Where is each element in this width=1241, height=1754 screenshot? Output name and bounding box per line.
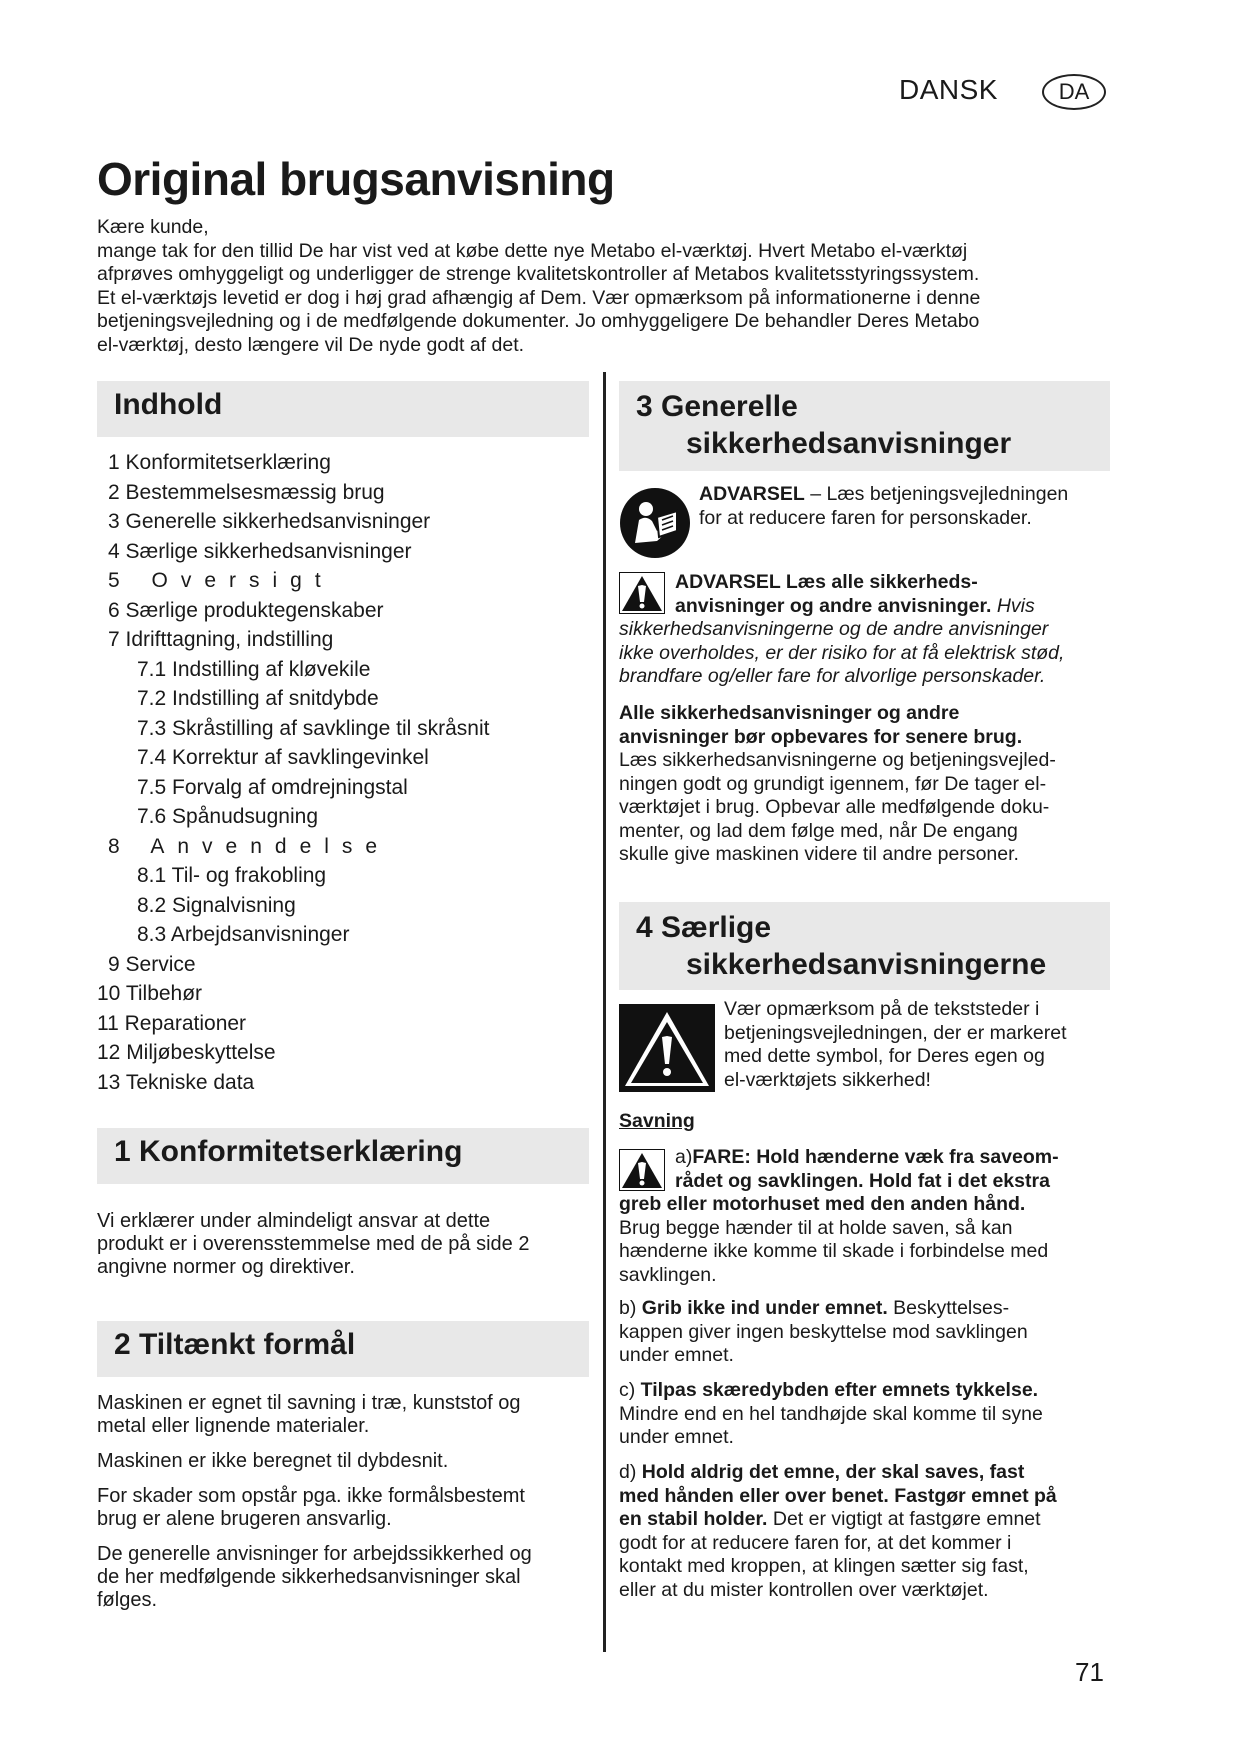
text-line: angivne normer og direktiver. [97,1256,355,1278]
toc-item[interactable]: 8.1 Til- og frakobling [137,864,327,887]
toc-item[interactable]: 13 Tekniske data [97,1070,255,1094]
text-line: skulle give maskinen videre til andre personer. [619,843,1019,865]
text-line: under emnet. [619,1344,734,1366]
item-prefix: a) [675,1146,693,1168]
section3-heading [619,381,1110,471]
toc-item[interactable]: 4 Særlige sikkerhedsanvisninger [108,539,412,563]
text-span: en stabil holder. [619,1508,768,1530]
text-span: Det er vigtigt at fastgøre emnet [767,1508,1041,1530]
text-line: for at reducere faren for personskader. [699,506,1032,529]
warning2-heading [675,571,1115,618]
section4-heading [619,902,1110,990]
text-line: ningen godt og grundigt igennem, før De tager el- [619,772,1047,795]
text-span: anvisninger og andre anvisninger. [675,594,992,617]
text-line: følges. [97,1589,158,1611]
text-line: brug er alene brugeren ansvarlig. [97,1508,392,1530]
text-line: produkt er i overensstemmelse med de på side 2 [97,1233,530,1255]
item-prefix: b) [619,1297,637,1319]
text-line: de her medfølgende sikkerhedsanvisninger skal [97,1566,521,1588]
item-prefix: d) [619,1461,637,1483]
warning-triangle-icon [619,1004,715,1092]
read-manual-icon [619,487,691,559]
text-line: Vær opmærksom på de tekststeder i [724,998,1040,1020]
text-line: betjeningsvejledningen, der er markeret [724,1021,1067,1044]
text-line: sikkerhedsanvisningerne og de andre anvisninger [619,618,1049,640]
item-prefix: c) [619,1379,636,1401]
text-span: Grib ikke ind under emnet. [641,1297,888,1319]
text-line: brandfare og/eller fare for alvorlige personskader. [619,665,1046,687]
page-number: 71 [1075,1657,1104,1687]
language-code-badge: DA [1042,74,1106,110]
toc-item[interactable]: 7.3 Skråstilling af savklinge til skråsnit [137,716,490,740]
toc-item[interactable]: 7.5 Forvalg af omdrejningstal [137,775,408,799]
section4-note [724,998,1119,1092]
toc-item[interactable]: 7.4 Korrektur af savklingevinkel [137,746,429,769]
toc-item[interactable]: 11 Reparationer [97,1011,247,1035]
text-line: anvisninger bør opbevares for senere brug. [619,725,1023,748]
toc-item[interactable]: 7.6 Spånudsugning [137,805,318,828]
text-line: rådet og savklingen. Hold fat i det ekstra [675,1169,1050,1192]
warning-label: ADVARSEL [699,483,805,505]
text-span: FARE: Hold hænderne væk fra saveom- [692,1146,1059,1168]
toc-heading: Indhold [97,381,589,437]
heading-line: sikkerhedsanvisningerne [686,948,1047,981]
section1-heading: 1 Konformitetserklæring [97,1128,589,1184]
text-line: greb eller motorhuset med den anden hånd. [619,1193,1026,1215]
keep-instructions [619,702,1113,867]
text-line: For skader som opstår pga. ikke formålsbestemt [97,1485,525,1507]
toc-item[interactable]: 12 Miljøbeskyttelse [97,1041,276,1064]
page-title: Original brugsanvisning [97,153,615,205]
toc-item[interactable]: 7.1 Indstilling af kløvekile [137,657,371,681]
warning1-text [699,483,1119,530]
text-line: Læs sikkerhedsanvisningerne og betjeningsvejled- [619,749,1056,771]
text-line: godt for at reducere faren for, at det kommer i [619,1531,1012,1554]
warning2-italic-text [619,618,1113,689]
intro-line: Kære kunde, [97,216,209,238]
text-span: Tilpas skæredybden efter emnets tykkelse. [640,1379,1039,1401]
item-d [619,1461,1113,1602]
toc-item[interactable]: 9 Service [108,952,196,976]
intro-line: el-værktøj, desto længere vil De nyde godt af det. [97,333,525,356]
text-line: ADVARSEL Læs alle sikkerheds- [675,571,978,593]
toc-item[interactable]: 2 Bestemmelsesmæssig brug [108,480,385,504]
text-line: under emnet. [619,1426,734,1448]
text-line: Mindre end en hel tandhøjde skal komme til syne [619,1402,1043,1425]
text-line: menter, og lad dem følge med, når De engang [619,819,1018,842]
item-a-heading [675,1146,1120,1193]
heading-line: sikkerhedsanvisninger [686,427,1012,460]
text-line: metal eller lignende materialer. [97,1415,370,1437]
table-of-contents [97,448,577,1097]
text-line: værktøjet i brug. Opbevar alle medfølgende doku- [619,796,1050,818]
toc-item[interactable]: 8.2 Signalvisning [137,893,296,917]
text-line: Alle sikkerhedsanvisninger og andre [619,702,960,724]
text-span: Hold aldrig det emne, der skal saves, fast [641,1461,1025,1483]
text-line: hænderne ikke komme til skade i forbindelse med [619,1240,1049,1262]
item-b [619,1297,1113,1368]
section2-paragraph-1 [97,1392,591,1438]
toc-item[interactable]: 1 Konformitetserklæring [108,451,331,474]
heading-line: 4 Særlige [636,911,772,944]
text-span: – Læs betjeningsvejledningen [804,483,1069,505]
toc-item[interactable]: 8.3 Arbejdsanvisninger [137,923,350,946]
section2-paragraph-4 [97,1543,591,1612]
intro-line: afprøves omhyggeligt og underligger de strenge kvalitetskontroller af Metabos kvalitetsstyringssystem. [97,263,980,285]
toc-item[interactable]: 7 Idrifttagning, indstilling [108,628,334,651]
toc-item[interactable]: 7.2 Indstilling af snitdybde [137,687,379,710]
item-a-text [619,1193,1113,1287]
text-line: savklingen. [619,1263,717,1286]
text-line: De generelle anvisninger for arbejdssikkerhed og [97,1543,532,1565]
toc-item[interactable]: 8 Anvendelse [108,834,391,858]
toc-item[interactable]: 10 Tilbehør [97,982,203,1005]
text-line: kappen giver ingen beskyttelse mod savklingen [619,1320,1028,1343]
subheading-savning: Savning [619,1110,695,1132]
toc-item[interactable]: 5 Oversigt [108,569,334,592]
text-line: Vi erklærer under almindeligt ansvar at dette [97,1210,491,1232]
item-c [619,1379,1113,1450]
section2-heading: 2 Tiltænkt formål [97,1321,589,1377]
text-span: Beskyttelses- [887,1297,1010,1319]
section1-text [97,1210,591,1279]
text-line: el-værktøjets sikkerhed! [724,1068,931,1091]
heading-line: 3 Generelle [636,390,798,423]
toc-item[interactable]: 6 Særlige produktegenskaber [108,598,384,622]
text-line: kontakt med kroppen, at klingen sætter sig fast, [619,1555,1029,1577]
section2-paragraph-2: Maskinen er ikke beregnet til dybdesnit. [97,1450,449,1472]
section2-paragraph-3 [97,1485,591,1531]
text-line: med hånden eller over benet. Fastgør emnet på [619,1484,1057,1507]
text-span: Hvis [991,594,1035,617]
intro-line: betjeningsvejledning og i de medfølgende dokumenter. Jo omhyggeligere De behandler Deres Metabo [97,310,980,332]
intro-paragraph [97,216,1117,357]
text-line: med dette symbol, for Deres egen og [724,1045,1045,1067]
text-line: ikke overholdes, er der risiko for at få elektrisk stød, [619,641,1065,664]
text-line: Brug begge hænder til at holde saven, så kan [619,1216,1013,1239]
intro-line: Et el-værktøjs levetid er dog i høj grad afhængig af Dem. Vær opmærksom på informationerne i denne [97,286,981,309]
toc-item[interactable]: 3 Generelle sikkerhedsanvisninger [108,510,431,533]
warning-triangle-icon [619,572,665,614]
column-divider [603,372,606,1652]
language-label: DANSK [899,74,998,105]
text-line: eller at du mister kontrollen over værktøjet. [619,1578,989,1601]
warning-triangle-icon [619,1149,665,1191]
text-line: Maskinen er egnet til savning i træ, kunststof og [97,1392,521,1414]
intro-line: mange tak for den tillid De har vist ved at købe dette nye Metabo el-værktøj. Hvert Metabo el-værktøj [97,239,968,262]
